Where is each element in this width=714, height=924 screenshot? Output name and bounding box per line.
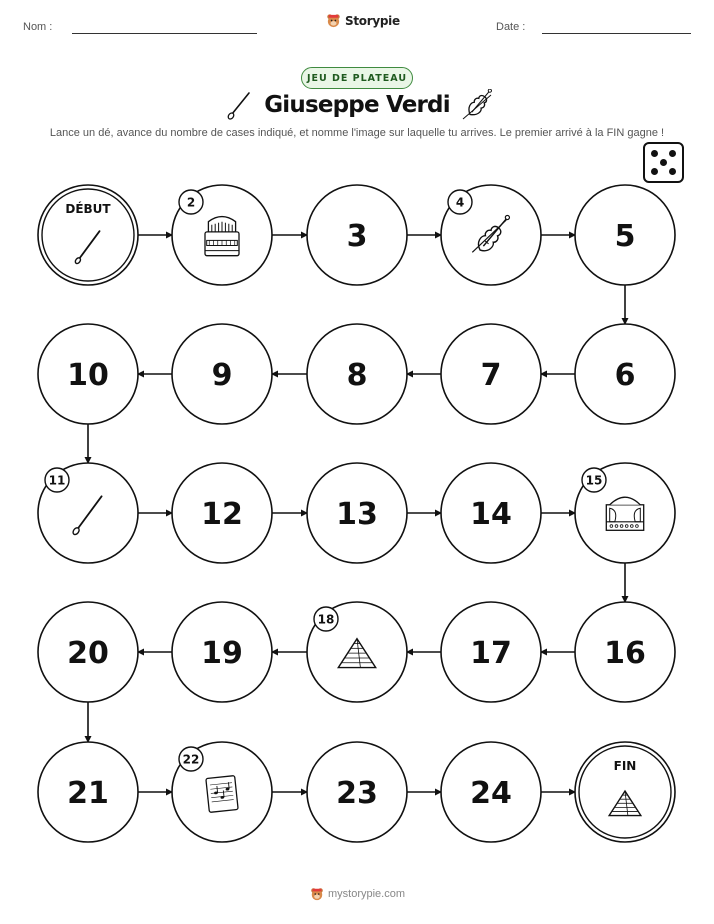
- footer-url: mystorypie.com: [328, 888, 406, 900]
- board-cell-14: [441, 463, 541, 563]
- instructions-text: Lance un dé, avance du nombre de cases indiqué, et nomme l'image sur laquelle tu arrives. Le premier arrivé à la FIN gagne !: [49, 127, 665, 139]
- cell-number: 24: [470, 776, 512, 811]
- name-label: Nom :: [23, 21, 53, 33]
- cell-number: 20: [67, 636, 109, 671]
- board-cell-23: [307, 742, 407, 842]
- date-label: Date :: [496, 21, 526, 33]
- cell-number: 16: [604, 636, 646, 671]
- board-cell-15: [575, 463, 675, 563]
- organ-icon: [205, 217, 239, 256]
- theater-icon: [606, 497, 643, 530]
- board-cell-16: [575, 602, 675, 702]
- board-cell-4: [441, 185, 541, 285]
- board-cell-17: [441, 602, 541, 702]
- board-cell-3: [307, 185, 407, 285]
- board-cell-1: [38, 185, 138, 285]
- footer: [310, 887, 405, 901]
- board-cell-24: [441, 742, 541, 842]
- board-cell-6: [575, 324, 675, 424]
- cell-number: 8: [346, 358, 368, 393]
- sheet-music-icon: [206, 776, 238, 813]
- board-cell-5: [575, 185, 675, 285]
- board-cell-19: [172, 602, 272, 702]
- start-label: DÉBUT: [65, 202, 111, 216]
- cell-number: 15: [585, 473, 603, 488]
- bear-mascot-icon: [310, 887, 324, 901]
- cell-number: 19: [201, 636, 243, 671]
- cell-number: 18: [317, 612, 335, 627]
- cell-number: 9: [211, 358, 233, 393]
- cell-number: 22: [182, 752, 200, 767]
- board-cell-7: [441, 324, 541, 424]
- board-cell-22: [172, 742, 272, 842]
- board-cell-25: [575, 742, 675, 842]
- cell-number: 13: [336, 497, 378, 532]
- board-cell-21: [38, 742, 138, 842]
- cell-number: 2: [186, 195, 196, 210]
- cell-number: 6: [614, 358, 636, 393]
- cell-number: 3: [346, 219, 368, 254]
- cell-number: 5: [614, 219, 636, 254]
- cell-number: 11: [48, 473, 66, 488]
- category-badge: JEU DE PLATEAU: [301, 67, 413, 89]
- cell-number: 10: [67, 358, 109, 393]
- board-cell-13: [307, 463, 407, 563]
- board-cell-20: [38, 602, 138, 702]
- board-cell-11: [38, 463, 138, 563]
- board-cell-12: [172, 463, 272, 563]
- page-title: Giuseppe Verdi: [264, 92, 450, 118]
- cell-number: 7: [480, 358, 502, 393]
- board-cell-18: [307, 602, 407, 702]
- board-cell-10: [38, 324, 138, 424]
- cell-number: 4: [455, 195, 465, 210]
- brand-name: Storypie: [345, 13, 400, 28]
- board-cell-9: [172, 324, 272, 424]
- cell-number: 17: [470, 636, 512, 671]
- cell-number: 12: [201, 497, 243, 532]
- end-label: FIN: [613, 759, 637, 773]
- cell-number: 21: [67, 776, 109, 811]
- board-cell-8: [307, 324, 407, 424]
- cell-number: 23: [336, 776, 378, 811]
- cell-number: 14: [470, 497, 512, 532]
- board-cell-2: [172, 185, 272, 285]
